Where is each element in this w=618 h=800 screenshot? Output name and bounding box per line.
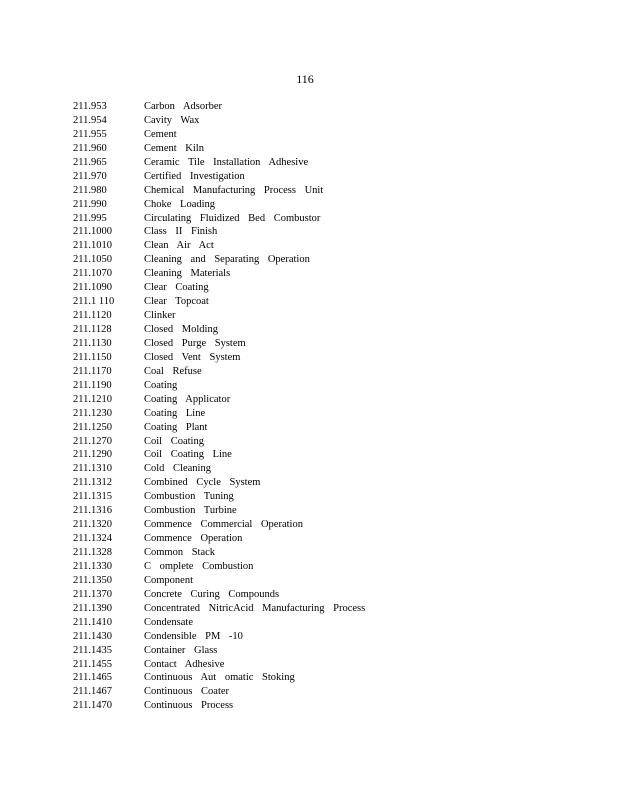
defined-term: Coating xyxy=(144,379,178,391)
section-number: 211.1120 xyxy=(73,310,112,322)
list-item xyxy=(73,560,365,574)
list-item xyxy=(73,574,365,588)
defined-term: Chemical Manufacturing Process Unit xyxy=(144,184,324,196)
section-number: 211.1050 xyxy=(73,254,112,266)
list-item xyxy=(73,588,365,602)
list-item xyxy=(73,644,365,658)
section-number: 211.1435 xyxy=(73,644,112,656)
defined-term: Concentrated NitricAcid Manufacturing Process xyxy=(144,602,366,614)
section-number: 211.1170 xyxy=(73,365,112,377)
list-item xyxy=(73,351,365,365)
defined-term: Clinker xyxy=(144,310,176,322)
defined-term: Coal Refuse xyxy=(144,365,202,377)
section-number: 211.1 110 xyxy=(73,296,115,308)
list-item xyxy=(73,114,365,128)
section-number: 211.1090 xyxy=(73,282,112,294)
section-number: 211.1330 xyxy=(73,560,112,572)
list-item xyxy=(73,156,365,170)
defined-term: Combustion Turbine xyxy=(144,505,237,517)
section-number: 211.1430 xyxy=(73,630,112,642)
list-item xyxy=(73,100,365,114)
list-item xyxy=(73,323,365,337)
list-item xyxy=(73,616,365,630)
list-item xyxy=(73,602,365,616)
defined-term: Coating Line xyxy=(144,407,206,419)
list-item xyxy=(73,267,365,281)
list-item xyxy=(73,421,365,435)
list-item xyxy=(73,630,365,644)
list-item xyxy=(73,225,365,239)
defined-term: Commence Operation xyxy=(144,533,243,545)
defined-term: Coil Coating Line xyxy=(144,449,232,461)
defined-term: Component xyxy=(144,574,193,586)
section-number: 211.990 xyxy=(73,198,107,210)
section-number: 211.1128 xyxy=(73,324,112,335)
defined-term: Cold Cleaning xyxy=(144,463,211,475)
section-number: 211.1270 xyxy=(73,435,112,447)
defined-term: Continuous Process xyxy=(144,700,234,712)
section-number: 211.1150 xyxy=(73,351,112,363)
defined-term: Condensible PM -10 xyxy=(144,630,243,642)
defined-term: Closed Vent System xyxy=(144,351,241,363)
list-item xyxy=(73,128,365,142)
section-number: 211.953 xyxy=(73,101,107,112)
section-number: 211.1290 xyxy=(73,449,112,461)
defined-term: Cement Kiln xyxy=(144,142,204,154)
defined-term: Circulating Fluidized Bed Combustor xyxy=(144,212,321,224)
defined-term: Choke Loading xyxy=(144,198,216,210)
defined-term: Cleaning and Separating Operation xyxy=(144,254,310,266)
defined-term: Common Stack xyxy=(144,547,216,558)
list-item xyxy=(73,379,365,393)
section-number: 211.1190 xyxy=(73,379,112,391)
page-number: 116 xyxy=(296,72,314,86)
definitions-list xyxy=(73,100,365,713)
list-item xyxy=(73,699,365,713)
defined-term: Coil Coating xyxy=(144,435,204,447)
section-number: 211.1250 xyxy=(73,421,112,433)
defined-term: Combined Cycle System xyxy=(144,477,261,489)
defined-term: Concrete Curing Compounds xyxy=(144,588,280,600)
list-item xyxy=(73,671,365,685)
section-number: 211.1130 xyxy=(73,337,112,349)
list-item xyxy=(73,337,365,351)
section-number: 211.1410 xyxy=(73,616,112,628)
section-number: 211.1310 xyxy=(73,463,112,475)
defined-term: Clear Topcoat xyxy=(144,296,209,308)
list-item xyxy=(73,546,365,560)
defined-term: Clear Coating xyxy=(144,282,209,294)
section-number: 211.1324 xyxy=(73,533,112,545)
section-number: 211.1000 xyxy=(73,226,112,238)
section-number: 211.970 xyxy=(73,170,107,182)
section-number: 211.980 xyxy=(73,184,107,196)
defined-term: Combustion Tuning xyxy=(144,491,234,503)
defined-term: Closed Purge System xyxy=(144,337,246,349)
section-number: 211.995 xyxy=(73,212,107,224)
defined-term: Ceramic Tile Installation Adhesive xyxy=(144,156,309,168)
section-number: 211.1210 xyxy=(73,393,112,405)
defined-term: Container Glass xyxy=(144,644,218,656)
defined-term: Condensate xyxy=(144,616,193,628)
list-item xyxy=(73,239,365,253)
section-number: 211.1315 xyxy=(73,491,112,503)
section-number: 211.1320 xyxy=(73,519,112,531)
list-item xyxy=(73,462,365,476)
list-item xyxy=(73,253,365,267)
section-number: 211.1470 xyxy=(73,700,112,712)
defined-term: Cleaning Materials xyxy=(144,268,231,280)
defined-term: Contact Adhesive xyxy=(144,658,225,670)
defined-term: Continuous Coater xyxy=(144,686,230,698)
defined-term: Closed Molding xyxy=(144,324,218,335)
list-item xyxy=(73,435,365,449)
list-item xyxy=(73,407,365,421)
list-item xyxy=(73,685,365,699)
list-item xyxy=(73,309,365,323)
defined-term: Coating Plant xyxy=(144,421,208,433)
defined-term: Class II Finish xyxy=(144,226,218,238)
defined-term: C omplete Combustion xyxy=(144,560,254,572)
defined-term: Cement xyxy=(144,128,177,140)
list-item xyxy=(73,281,365,295)
list-item xyxy=(73,365,365,379)
section-number: 211.1390 xyxy=(73,602,112,614)
list-item xyxy=(73,184,365,198)
list-item xyxy=(73,212,365,226)
section-number: 211.1070 xyxy=(73,268,112,280)
defined-term: Cavity Wax xyxy=(144,114,200,126)
section-number: 211.965 xyxy=(73,156,107,168)
list-item xyxy=(73,142,365,156)
section-number: 211.954 xyxy=(73,114,107,126)
list-item xyxy=(73,490,365,504)
section-number: 211.1467 xyxy=(73,686,112,698)
list-item xyxy=(73,532,365,546)
list-item xyxy=(73,504,365,518)
defined-term: Clean Air Act xyxy=(144,240,214,252)
section-number: 211.1370 xyxy=(73,588,112,600)
list-item xyxy=(73,170,365,184)
list-item xyxy=(73,476,365,490)
defined-term: Commence Commercial Operation xyxy=(144,519,303,531)
list-item xyxy=(73,393,365,407)
section-number: 211.955 xyxy=(73,128,107,140)
section-number: 211.1316 xyxy=(73,505,112,517)
section-number: 211.1465 xyxy=(73,672,112,684)
list-item xyxy=(73,658,365,672)
section-number: 211.1455 xyxy=(73,658,112,670)
section-number: 211.1350 xyxy=(73,574,112,586)
defined-term: Coating Applicator xyxy=(144,393,231,405)
list-item xyxy=(73,295,365,309)
defined-term: Continuous Aut omatic Stoking xyxy=(144,672,295,684)
list-item xyxy=(73,518,365,532)
list-item xyxy=(73,448,365,462)
list-item xyxy=(73,198,365,212)
section-number: 211.1230 xyxy=(73,407,112,419)
defined-term: Certified Investigation xyxy=(144,170,245,182)
defined-term: Carbon Adsorber xyxy=(144,101,223,112)
section-number: 211.1010 xyxy=(73,240,112,252)
section-number: 211.1312 xyxy=(73,477,112,489)
section-number: 211.1328 xyxy=(73,547,112,558)
section-number: 211.960 xyxy=(73,142,107,154)
